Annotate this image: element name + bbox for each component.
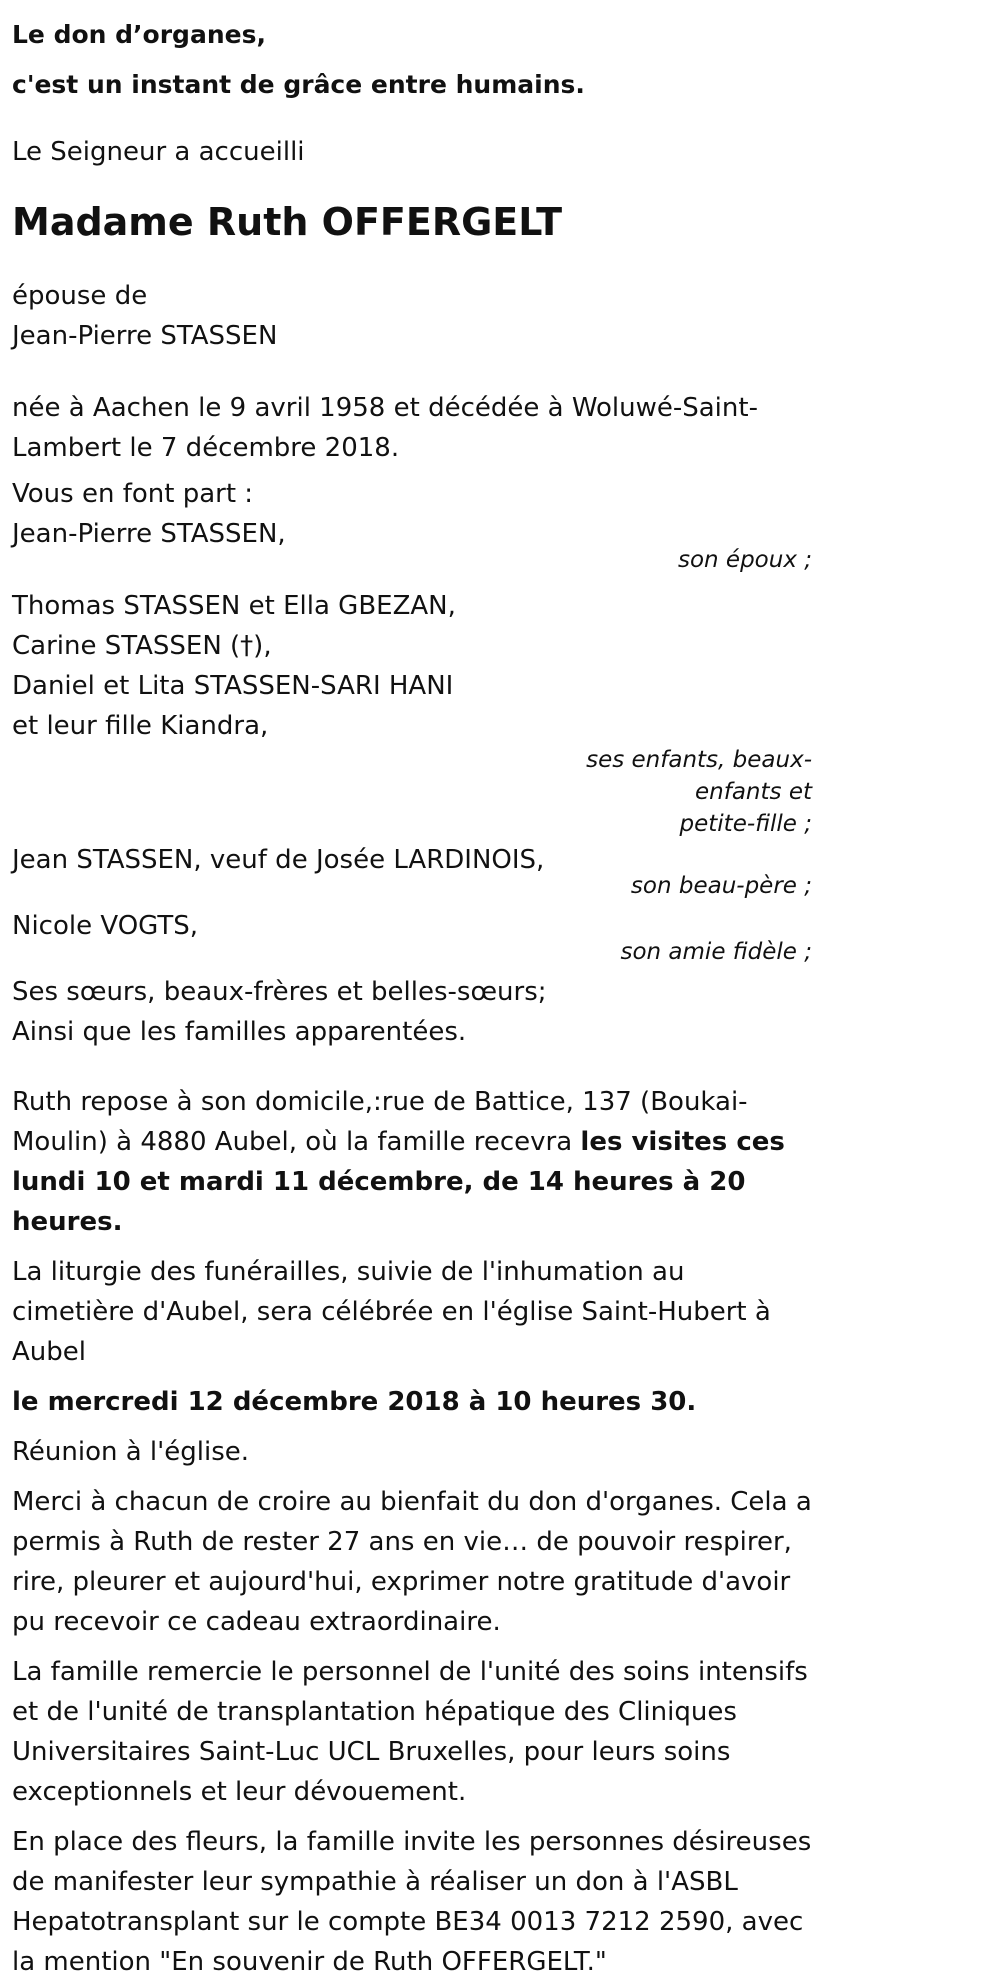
family-role-line: ses enfants, beaux- <box>586 747 812 773</box>
family-member-line: et leur fille Kiandra, <box>12 711 269 741</box>
thanks-staff-text: La famille remercie le personnel de l'unité des soins intensifs et de l'unité de transplantation hépatique des Cliniques Universitaires Saint-Luc UCL Bruxelles, pour leurs soins exceptionnels et leur dévouement. <box>12 1657 808 1807</box>
spouse-label: épouse de <box>12 281 148 311</box>
visits-text <box>12 1082 812 1242</box>
ceremony-date: le mercredi 12 décembre 2018 à 10 heures 30. <box>12 1387 697 1417</box>
thanks-organ-text: Merci à chacun de croire au bienfait du don d'organes. Cela a permis à Ruth de rester 27 ans en vie… de pouvoir respirer, rire, pleurer et aujourd'hui, exprimer notre gratitude d'avoir pu recevoir ce cadeau extraordinaire. <box>12 1487 812 1637</box>
spouse-name: Jean-Pierre STASSEN <box>12 321 278 351</box>
family-member-line: Ainsi que les familles apparentées. <box>12 1017 467 1047</box>
family-member-line: Nicole VOGTS, <box>12 911 199 941</box>
meeting-text: Réunion à l'église. <box>12 1437 250 1467</box>
family-role: son beau-père ; <box>630 873 812 899</box>
family-role-line: enfants et <box>695 779 812 805</box>
deceased-name: Madame Ruth OFFERGELT <box>12 200 563 244</box>
family-role-line: petite-fille ; <box>679 811 812 837</box>
liturgy-text: La liturgie des funérailles, suivie de l'inhumation au cimetière d'Aubel, sera célébrée en l'église Saint-Hubert à Aubel <box>12 1257 771 1367</box>
family-member-line: Thomas STASSEN et Ella GBEZAN, <box>12 591 456 621</box>
birth-death-text: née à Aachen le 9 avril 1958 et décédée à Woluwé-Saint-Lambert le 7 décembre 2018. <box>12 393 758 463</box>
family-member-line: Ses sœurs, beaux-frères et belles-sœurs; <box>12 977 547 1007</box>
quote-line-1: Le don d’organes, <box>12 20 266 49</box>
family-role: son amie fidèle ; <box>620 939 812 965</box>
family-intro: Vous en font part : <box>12 479 254 509</box>
family-member-line: Daniel et Lita STASSEN-SARI HANI <box>12 671 454 701</box>
family-role: son époux ; <box>677 547 812 573</box>
intro-text: Le Seigneur a accueilli <box>12 137 305 167</box>
visits-text-normal: Ruth repose à son domicile,:rue de Battice, 137 (Boukai-Moulin) à 4880 Aubel, où la famille recevra <box>12 1087 748 1157</box>
family-member-line: Jean-Pierre STASSEN, <box>12 519 286 549</box>
family-member-line: Carine STASSEN (†), <box>12 631 272 661</box>
family-role-block <box>12 744 812 840</box>
donation-text: En place des fleurs, la famille invite les personnes désireuses de manifester leur sympathie à réaliser un don à l'ASBL Hepatotransplant sur le compte BE34 0013 7212 2590, avec la mention "En souvenir de Ruth OFFERGELT." <box>12 1827 812 1977</box>
obituary-column <box>12 10 992 1982</box>
visits-text-bold: les visites ces lundi 10 et mardi 11 décembre, de 14 heures à 20 heures. <box>12 1127 785 1237</box>
family-member-line: Jean STASSEN, veuf de Josée LARDINOIS, <box>12 845 545 875</box>
quote-line-2: c'est un instant de grâce entre humains. <box>12 70 585 99</box>
